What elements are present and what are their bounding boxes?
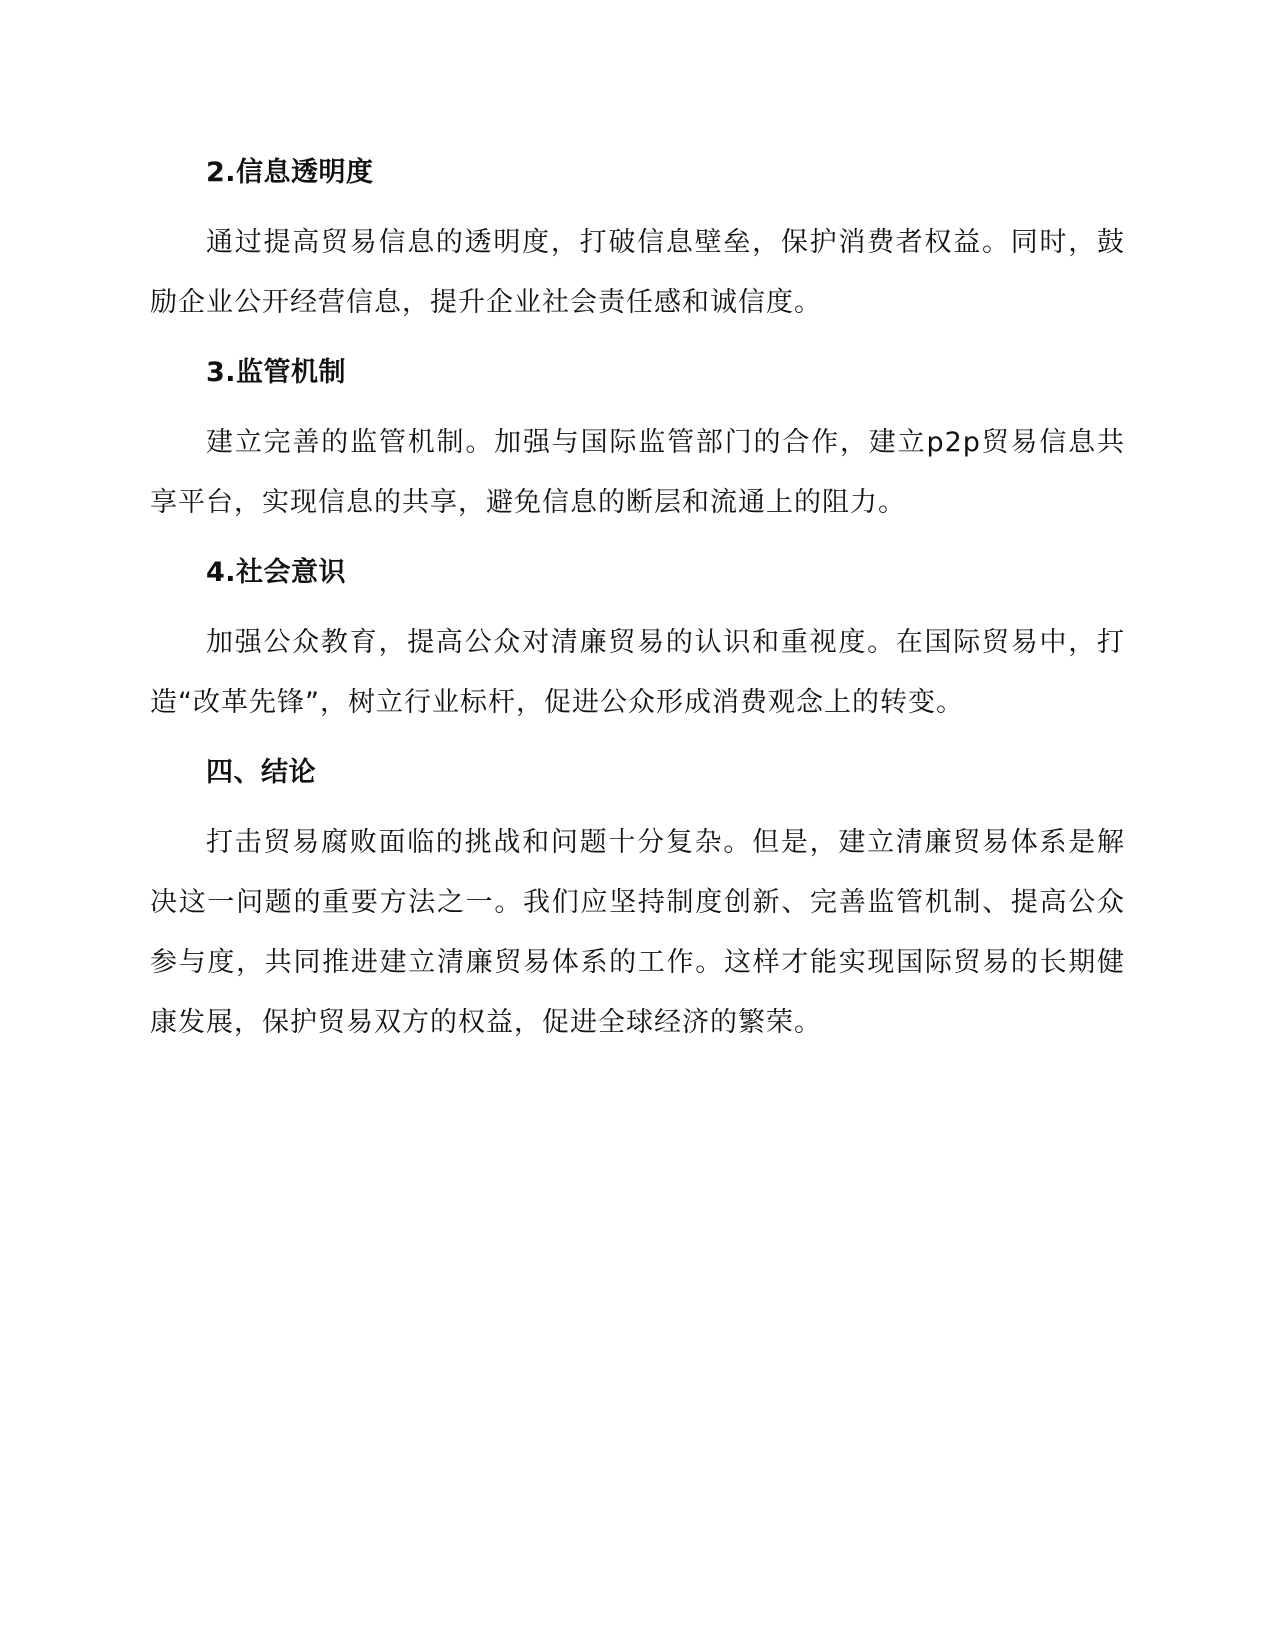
section-heading-conclusion: 四、结论 <box>206 757 316 788</box>
section-heading-information-transparency: 2.信息透明度 <box>206 157 374 188</box>
section-heading-social-awareness: 4.社会意识 <box>206 557 347 588</box>
section-heading-regulatory-mechanism: 3.监管机制 <box>206 357 347 388</box>
document-page <box>150 140 1125 1053</box>
section-paragraph-social-awareness: 加强公众教育，提高公众对清廉贸易的认识和重视度。在国际贸易中，打造“改革先锋”，树立行业标杆，促进公众形成消费观念上的转变。 <box>150 627 1125 718</box>
section-paragraph-regulatory-mechanism: 建立完善的监管机制。加强与国际监管部门的合作，建立p2p贸易信息共享平台，实现信息的共享，避免信息的断层和流通上的阻力。 <box>150 427 1125 518</box>
section-paragraph-information-transparency: 通过提高贸易信息的透明度，打破信息壁垒，保护消费者权益。同时，鼓励企业公开经营信息，提升企业社会责任感和诚信度。 <box>150 227 1125 318</box>
section-paragraph-conclusion: 打击贸易腐败面临的挑战和问题十分复杂。但是，建立清廉贸易体系是解决这一问题的重要方法之一。我们应坚持制度创新、完善监管机制、提高公众参与度，共同推进建立清廉贸易体系的工作。这样才能实现国际贸易的长期健康发展，保护贸易双方的权益，促进全球经济的繁荣。 <box>150 827 1125 1038</box>
